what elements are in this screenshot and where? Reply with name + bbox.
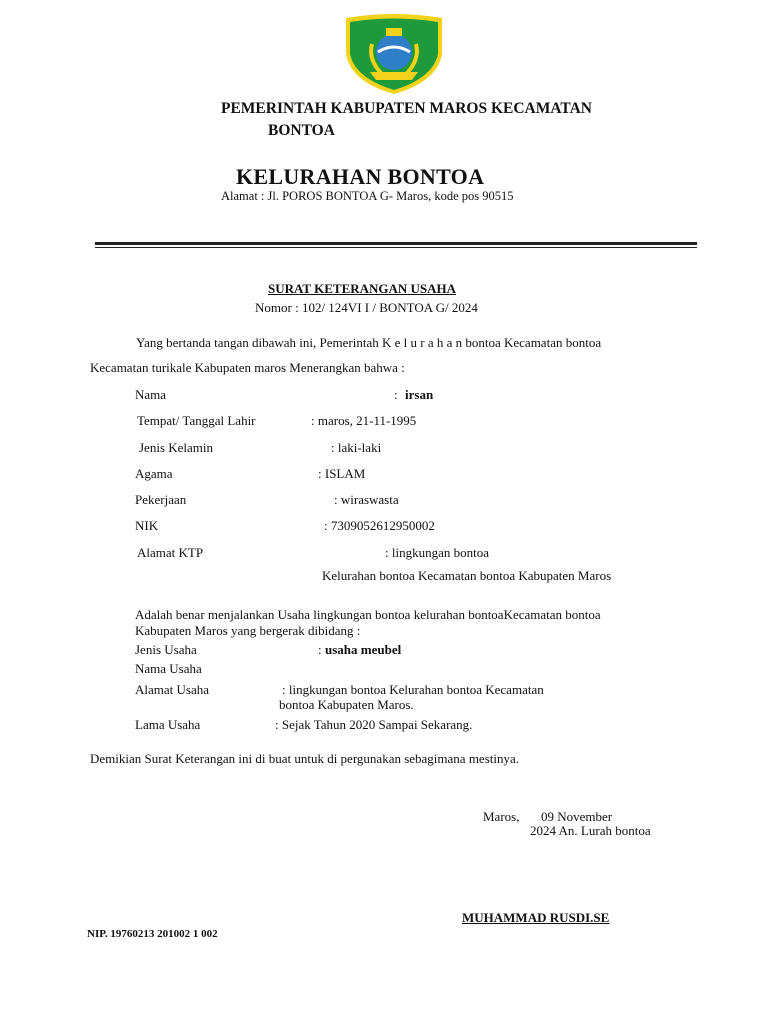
office-address: Alamat : Jl. POROS BONTOA G- Maros, kode pos 90515 <box>221 189 514 203</box>
signature-date: 09 November <box>541 809 613 824</box>
business-name-label: Nama Usaha <box>135 661 202 676</box>
business-duration-value: : Sejak Tahun 2020 Sampai Sekarang. <box>275 717 473 732</box>
business-address-label: Alamat Usaha <box>135 682 210 697</box>
birth-value: : maros, 21-11-1995 <box>311 413 417 428</box>
signature-place: Maros, <box>483 809 520 824</box>
business-statement-1: Adalah benar menjalankan Usaha lingkungan bontoa kelurahan bontoaKecamatan bontoa <box>135 607 601 622</box>
job-label: Pekerjaan <box>135 492 187 507</box>
name-label: Nama <box>135 387 167 402</box>
header-divider-thin <box>95 247 697 248</box>
nik-value: : 7309052612950002 <box>324 518 435 533</box>
name-value: irsan <box>405 387 434 402</box>
intro-line-1: Yang bertanda tangan dibawah ini, Pemerintah K e l u r a h a n bontoa Kecamatan bontoa <box>136 335 602 350</box>
gender-label: Jenis Kelamin <box>139 440 214 455</box>
official-name: MUHAMMAD RUSDI.SE <box>462 910 610 925</box>
letter-title: SURAT KETERANGAN USAHA <box>268 281 457 296</box>
office-title: KELURAHAN BONTOA <box>236 164 485 189</box>
closing-statement: Demikian Surat Keterangan ini di buat untuk di pergunakan sebagimana mestinya. <box>90 751 520 766</box>
religion-value: : ISLAM <box>318 466 366 481</box>
ktp-address-value: : lingkungan bontoa <box>385 545 489 560</box>
business-address-value-2: bontoa Kabupaten Maros. <box>279 697 414 712</box>
gender-value: : laki-laki <box>331 440 382 455</box>
letter-number: Nomor : 102/ 124VI I / BONTOA G/ 2024 <box>255 300 478 315</box>
business-type-label: Jenis Usaha <box>135 642 197 657</box>
ktp-address-label: Alamat KTP <box>137 545 204 560</box>
religion-label: Agama <box>135 466 173 481</box>
government-line-1: PEMERINTAH KABUPATEN MAROS KECAMATAN <box>221 100 592 117</box>
nik-label: NIK <box>135 518 159 533</box>
government-line-2: BONTOA <box>268 122 335 139</box>
business-address-value: : lingkungan bontoa Kelurahan bontoa Kecamatan <box>282 682 544 697</box>
intro-line-2: Kecamatan turikale Kabupaten maros Menerangkan bahwa : <box>90 360 405 375</box>
birth-label: Tempat/ Tanggal Lahir <box>137 413 256 428</box>
header-divider-thick <box>95 242 697 245</box>
business-type-separator: : <box>318 642 322 657</box>
official-nip: NIP. 19760213 201002 1 002 <box>87 928 218 940</box>
ktp-address-value-2: Kelurahan bontoa Kecamatan bontoa Kabupaten Maros <box>322 568 612 583</box>
business-statement-2: Kabupaten Maros yang bergerak dibidang : <box>135 623 361 638</box>
signature-title: 2024 An. Lurah bontoa <box>530 823 651 838</box>
business-duration-label: Lama Usaha <box>135 717 201 732</box>
name-separator: : <box>394 387 398 402</box>
business-type-value: usaha meubel <box>325 642 402 657</box>
maros-regency-emblem-icon <box>342 14 446 96</box>
job-value: : wiraswasta <box>334 492 399 507</box>
